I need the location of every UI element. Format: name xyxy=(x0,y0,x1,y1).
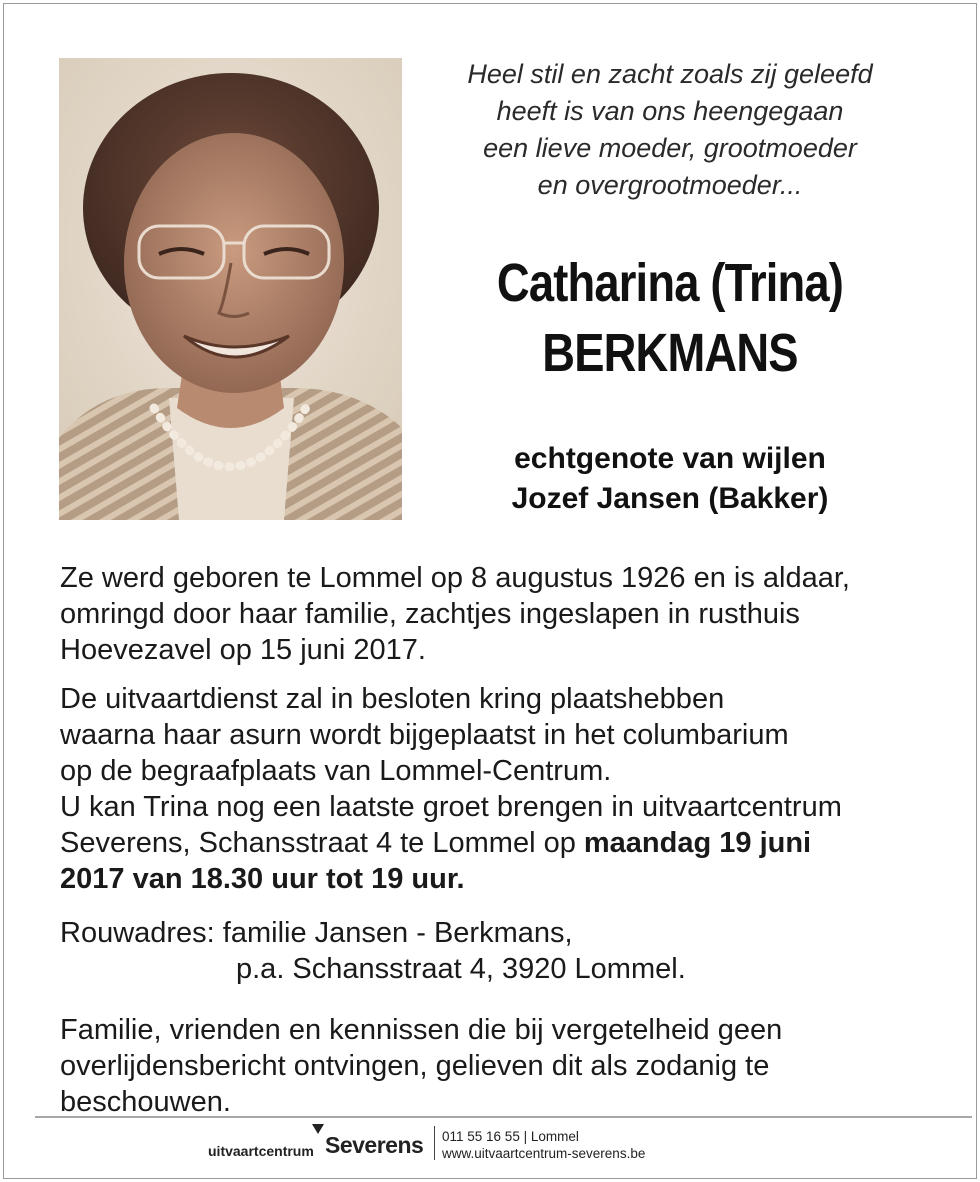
deceased-name xyxy=(425,248,915,388)
text-line: overlijdensbericht ontvingen, gelieven dit als zodanig te xyxy=(60,1050,770,1082)
poem-line: Heel stil en zacht zoals zij geleefd xyxy=(467,59,873,89)
text-line: Familie, vrienden en kennissen die bij vergetelheid geen xyxy=(60,1014,783,1046)
text-line xyxy=(60,825,940,861)
closing-paragraph xyxy=(60,1012,940,1120)
spouse-info xyxy=(425,439,915,519)
website-link[interactable]: www.uitvaartcentrum-severens.be xyxy=(442,1146,646,1161)
funeral-paragraph xyxy=(60,681,940,897)
spouse-line: Jozef Jansen (Bakker) xyxy=(511,482,829,515)
portrait-photo xyxy=(59,58,402,520)
address-line: Rouwadres: familie Jansen - Berkmans, xyxy=(60,917,573,949)
text-line: De uitvaartdienst zal in besloten kring plaatshebben xyxy=(60,683,725,715)
birth-death-paragraph xyxy=(60,560,940,668)
logo-triangle-icon xyxy=(312,1124,324,1134)
memorial-poem xyxy=(425,56,915,204)
text-line: omringd door haar familie, zachtjes ingeslapen in rusthuis xyxy=(60,598,800,630)
mourning-address xyxy=(60,915,940,987)
poem-line: en overgrootmoeder... xyxy=(537,170,803,200)
visitation-date: maandag 19 juni xyxy=(583,827,812,859)
logo-name: Severens xyxy=(325,1132,424,1158)
text-normal: Severens, Schansstraat 4 te Lommel op xyxy=(60,827,584,859)
first-name: Catharina (Trina) xyxy=(496,253,844,313)
address-line: p.a. Schansstraat 4, 3920 Lommel. xyxy=(236,953,686,985)
poem-line: heeft is van ons heengegaan xyxy=(496,96,844,126)
text-line: beschouwen. xyxy=(60,1086,231,1118)
logo-prefix: uitvaartcentrum xyxy=(208,1143,314,1159)
text-line: Hoevezavel op 15 juni 2017. xyxy=(60,634,426,666)
visitation-time: 2017 van 18.30 uur tot 19 uur. xyxy=(60,863,465,895)
footer xyxy=(0,1122,980,1162)
phone-line: 011 55 16 55 | Lommel xyxy=(442,1129,579,1144)
poem-line: een lieve moeder, grootmoeder xyxy=(483,133,857,163)
text-line: Ze werd geboren te Lommel op 8 augustus 1926 en is aldaar, xyxy=(60,562,850,594)
text-line: U kan Trina nog een laatste groet brengen in uitvaartcentrum xyxy=(60,791,842,823)
contact-info xyxy=(442,1128,645,1162)
text-line: op de begraafplaats van Lommel-Centrum. xyxy=(60,755,612,787)
spouse-line: echtgenote van wijlen xyxy=(514,442,826,475)
text-line: waarna haar asurn wordt bijgeplaatst in het columbarium xyxy=(60,719,789,751)
last-name: BERKMANS xyxy=(542,323,798,383)
footer-divider xyxy=(35,1116,972,1118)
footer-separator xyxy=(434,1126,435,1160)
